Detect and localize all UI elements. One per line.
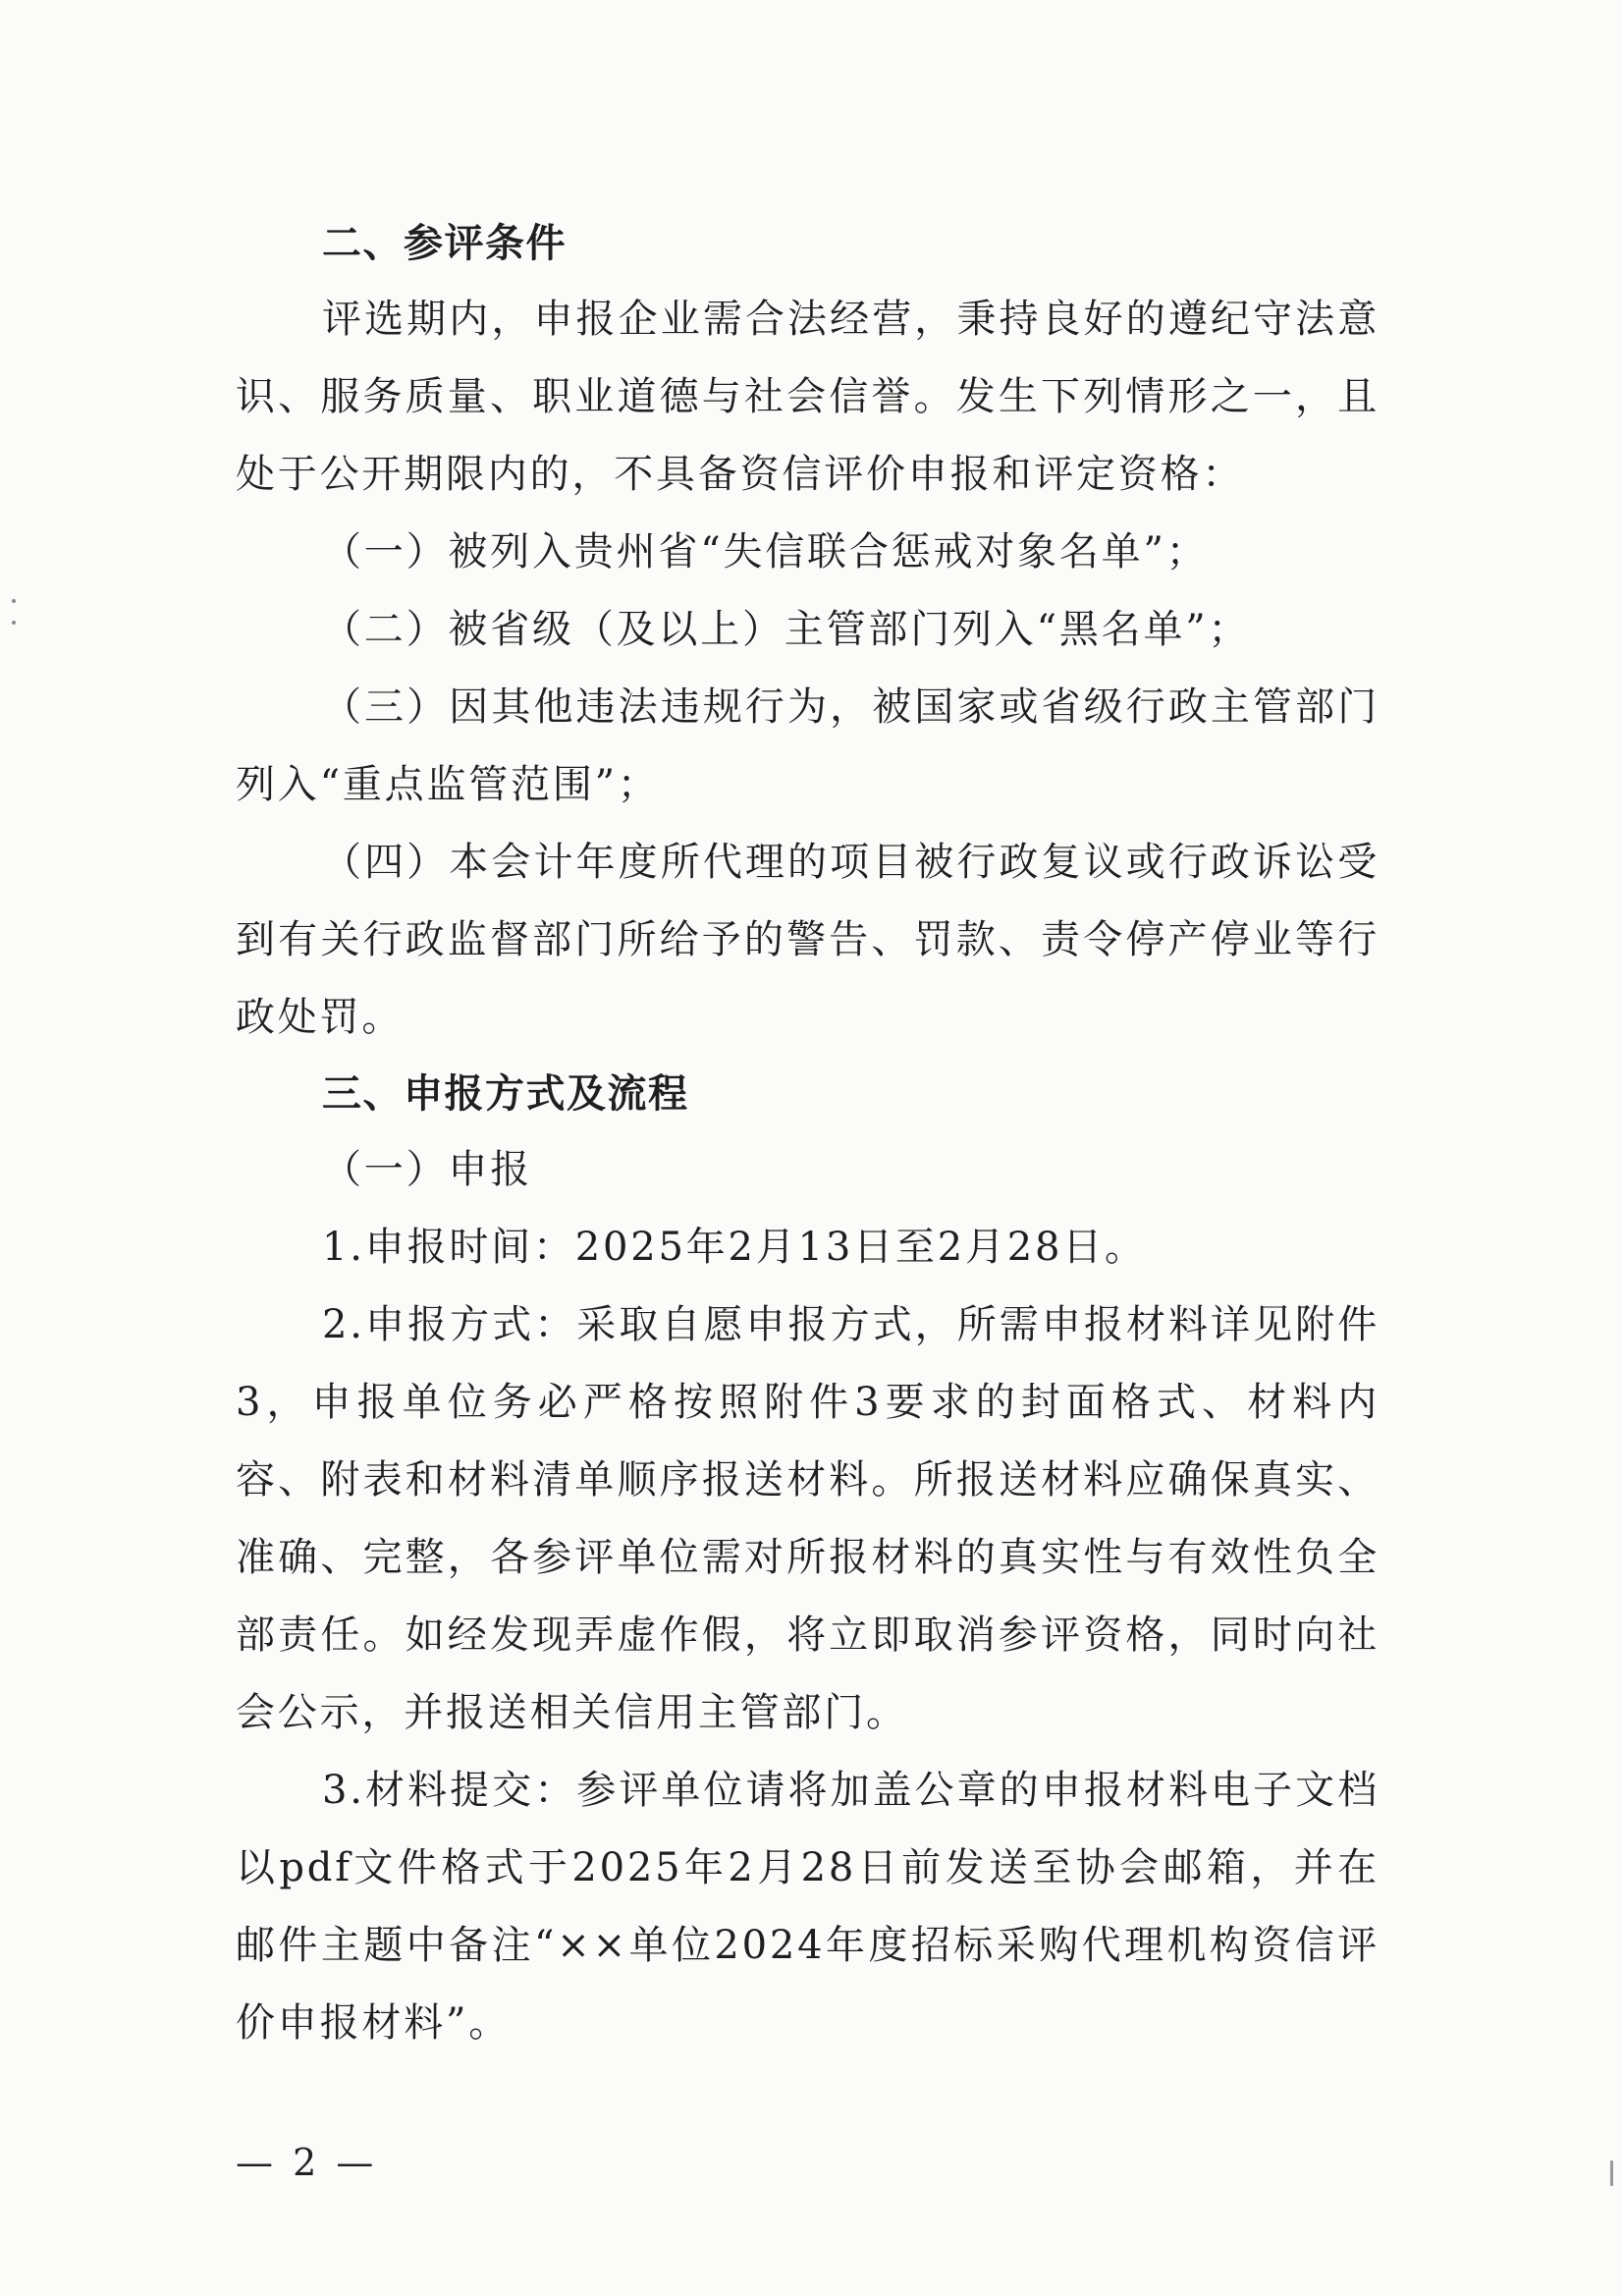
section-title-procedure: 三、申报方式及流程: [322, 1071, 689, 1117]
paragraph-application-time: 1.申报时间：2025年2月13日至2月28日。: [322, 1225, 1147, 1270]
paragraph-condition-4: （四）本会计年度所代理的项目被行政复议或行政诉讼受到有关行政监督部门所给予的警告、罚款、责令停产停业等行政处罚。: [236, 840, 1380, 1040]
paragraph-condition-2: （二）被省级（及以上）主管部门列入“黑名单”；: [322, 607, 1251, 652]
subheading-application: （一）申报: [322, 1147, 532, 1192]
paragraph-condition-3: （三）因其他违法违规行为，被国家或省级行政主管部门列入“重点监管范围”；: [236, 684, 1380, 807]
scan-speck: [12, 599, 16, 603]
page-number: — 2 —: [236, 2141, 378, 2184]
scan-speck: [12, 621, 16, 625]
paragraph-application-method: 2.申报方式：采取自愿申报方式，所需申报材料详见附件3，申报单位务必严格按照附件3要求的封面格式、材料内容、附表和材料清单顺序报送材料。所报送材料应确保真实、准确、完整，各参评单位需对所报材料的真实性与有效性负全部责任。如经发现弄虚作假，将立即取消参评资格，同时向社会公示，并报送相关信用主管部门。: [236, 1302, 1380, 1735]
document-body: [236, 206, 1380, 2062]
paragraph-material-submission: 3.材料提交：参评单位请将加盖公章的申报材料电子文档以pdf文件格式于2025年2月28日前发送至协会邮箱，并在邮件主题中备注“××单位2024年度招标采购代理机构资信评价申报材料”。: [236, 1768, 1380, 2046]
section-title-eligibility: 二、参评条件: [322, 221, 567, 266]
paragraph-condition-1: （一）被列入贵州省“失信联合惩戒对象名单”；: [322, 529, 1209, 574]
paragraph-eligibility-intro: 评选期内，申报企业需合法经营，秉持良好的遵纪守法意识、服务质量、职业道德与社会信誉。发生下列情形之一，且处于公开期限内的，不具备资信评价申报和评定资格：: [236, 297, 1380, 497]
scan-speck: [1610, 2160, 1613, 2186]
